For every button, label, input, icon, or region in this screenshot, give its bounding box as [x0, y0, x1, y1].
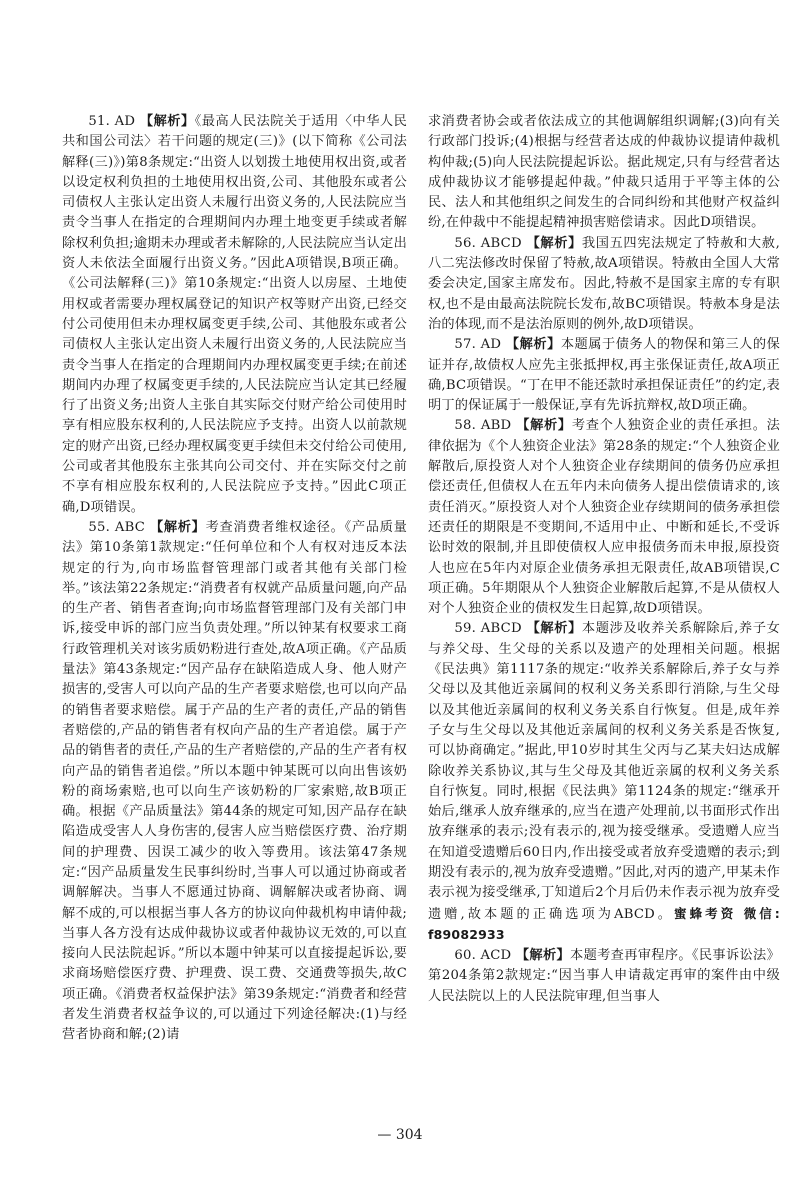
analysis-text: 考查个人独资企业的责任承担。法律依据为《个人独资企业法》第28条的规定:“个人独资企业解散后,原投资人对个人独资企业存续期间的债务仍应承担偿还责任,但债权人在五年内未向债务人提出偿债请求的,该责任消灭。”原投资人对个人独资企业存续期间的债务承担偿还责任的期限是不变期间,不适用中止、中断和延长,不受诉讼时效的限制,并且即使债权人应申报债务而未申报,原投资人也应在5年内对原企业债务承担无限责任,故AB项错误,C项正确。5年期限从个人独资企业解散后起算,不是从债权人对个人独资企业的债权发生日起算,故D项错误。 [428, 418, 780, 617]
answer-number: 59. ABCD [454, 621, 522, 637]
answer-60 [428, 946, 780, 1007]
left-column [62, 112, 407, 1046]
analysis-text: 我国五四宪法规定了特赦和大赦,八二宪法修改时保留了特赦,故A项错误。特赦由全国人大常委会决定,国家主席发布。因此,特赦不是国家主席的专有职权,也不是由最高法院院长发布,故BC项错误。特赦本身是法治的体现,而不是法治原则的例外,故D项错误。 [428, 235, 780, 332]
analysis-tag: 【解析】 [149, 519, 206, 535]
analysis-tag: 【解析】 [515, 948, 571, 964]
right-column [428, 112, 780, 1007]
promo-watermark-text: 蜜蜂考资 微信: f89082933 [428, 905, 781, 942]
answer-59 [428, 619, 780, 946]
analysis-text: 《最高人民法院关于适用〈中华人民共和国公司法〉若干问题的规定(三)》(以下简称《公司法解释(三)》)第8条规定:“出资人以划拨土地使用权出资,或者以设定权利负担的土地使用权出资,公司、其他股东或者公司债权人主张认定出资人未履行出资义务的,人民法院应当责令当事人在指定的合理期间内办理土地变更手续或者解除权利负担;逾期未办理或者未解除的,人民法院应当认定出资人未依法全面履行出资义务。”因此A项错误,B项正确。《公司法解释(三)》第10条规定:“出资人以房屋、土地使用权或者需要办理权属登记的知识产权等财产出资,已经交付公司使用但未办理权属变更手续,公司、其他股东或者公司债权人主张认定出资人未履行出资义务的,人民法院应当责令当事人在指定的合理期间内办理权属变更手续;在前述期间内办理了权属变更手续的,人民法院应当认定其已经履行了出资义务;出资人主张自其实际交付财产给公司使用时享有相应股东权利的,人民法院应予支持。出资人以前款规定的财产出资,已经办理权属变更手续但未交付给公司使用,公司或者其他股东主张其向公司交付、并在实际交付之前不享有相应股东权利的,人民法院应予支持。”因此C项正确,D项错误。 [62, 114, 407, 515]
page-number: — 304 [377, 1127, 423, 1143]
answer-number: 55. ABC [88, 519, 146, 535]
analysis-text: 求消费者协会或者依法成立的其他调解组织调解;(3)向有关行政部门投诉;(4)根据与经营者达成的仲裁协议提请仲裁机构仲裁;(5)向人民法院提起诉讼。据此规定,只有与经营者达成仲裁协议才能够提起仲裁。”仲裁只适用于平等主体的公民、法人和其他组织之间发生的合同纠纷和其他财产权益纠纷,在仲裁中不能提起精神损害赔偿请求。因此D项错误。 [428, 114, 780, 231]
answer-number: 56. ABCD [454, 235, 522, 251]
analysis-text: 本题属于债务人的物保和第三人的保证并存,故债权人应先主张抵押权,再主张保证责任,故A项正确,BC项错误。“丁在甲不能还款时承担保证责任”的约定,表明丁的保证属于一般保证,享有先诉抗辩权,故D项正确。 [428, 337, 780, 414]
answer-number: 58. ABD [454, 418, 512, 434]
analysis-text: 本题考查再审程序。《民事诉讼法》第204条第2款规定:“因当事人申请裁定再审的案件由中级人民法院以上的人民法院审理,但当事人 [428, 948, 780, 1004]
answer-51 [62, 112, 407, 518]
analysis-text: 考查消费者维权途径。《产品质量法》第10条第1款规定:“任何单位和个人有权对违反本法规定的行为,向市场监督管理部门或者其他有关部门检举。”该法第22条规定:“消费者有权就产品质量问题,向产品的生产者、销售者查询;向市场监督管理部门及有关部门申诉,接受申诉的部门应当负责处理。”所以钟某有权要求工商行政管理机关对该劣质奶粉进行查处,故A项正确。《产品质量法》第43条规定:“因产品存在缺陷造成人身、他人财产损害的,受害人可以向产品的生产者要求赔偿,也可以向产品的销售者要求赔偿。属于产品的生产者的责任,产品的销售者赔偿的,产品的销售者有权向产品的生产者追偿。属于产品的销售者的责任,产品的生产者赔偿的,产品的生产者有权向产品的销售者追偿。”所以本题中钟某既可以向出售该奶粉的商场索赔,也可以向生产该奶粉的厂家索赔,故B项正确。根据《产品质量法》第44条的规定可知,因产品存在缺陷造成受害人人身伤害的,侵害人应当赔偿医疗费、治疗期间的护理费、因误工减少的收入等费用。该法第47条规定:“因产品质量发生民事纠纷时,当事人可以通过协商或者调解解决。当事人不愿通过协商、调解解决或者协商、调解不成的,可以根据当事人各方的协议向仲裁机构申请仲裁;当事人各方没有达成仲裁协议或者仲裁协议无效的,可以直接向人民法院起诉。”所以本题中钟某可以直接提起诉讼,要求商场赔偿医疗费、护理费、误工费、交通费等损失,故C项正确。《消费者权益保护法》第39条规定:“消费者和经营者发生消费者权益争议的,可以通过下列途径解决:(1)与经营者协商和解;(2)请 [62, 519, 407, 1043]
answer-number: 51. AD [88, 114, 136, 129]
answer-55 [62, 518, 407, 1046]
analysis-tag: 【解析】 [505, 337, 561, 353]
analysis-text: 本题涉及收养关系解除后,养子女与养父母、生父母的关系以及遗产的处理相关问题。根据《民法典》第1117条的规定:“收养关系解除后,养子女与养父母以及其他近亲属间的权利义务关系即行消除,与生父母以及其他近亲属间的权利义务关系自行恢复。但是,成年养子女与生父母以及其他近亲属间的权利义务关系是否恢复,可以协商确定。”据此,甲10岁时其生父丙与乙某夫妇达成解除收养关系协议,其与生父母及其他近亲属的权利义务关系自行恢复。同时,根据《民法典》第1124条的规定:“继承开始后,继承人放弃继承的,应当在遗产处理前,以书面形式作出放弃继承的表示;没有表示的,视为接受继承。受遗赠人应当在知道受遗赠后60日内,作出接受或者放弃受遗赠的表示;到期没有表示的,视为放弃受遗赠。”因此,对丙的遗产,甲某未作表示视为接受继承,丁知道后2个月后仍未作表示视为放弃受遗赠,故本题的正确选项为ABCD。 [428, 621, 780, 922]
analysis-tag: 【解析】 [139, 114, 195, 129]
analysis-tag: 【解析】 [526, 621, 582, 637]
analysis-tag: 【解析】 [526, 235, 582, 251]
answer-56 [428, 234, 780, 335]
answer-57 [428, 335, 780, 416]
analysis-tag: 【解析】 [516, 418, 572, 434]
answer-58 [428, 416, 780, 619]
answer-number: 57. AD [454, 337, 502, 353]
answer-55-continued [428, 112, 780, 234]
answer-number: 60. ACD [454, 948, 512, 964]
